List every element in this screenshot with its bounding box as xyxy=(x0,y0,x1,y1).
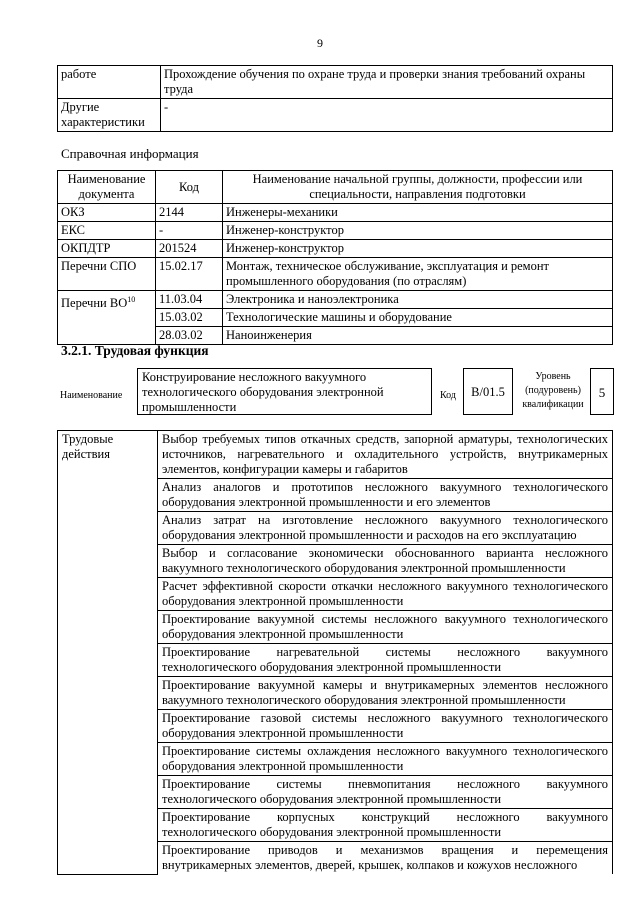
table-row xyxy=(58,66,613,99)
cell-doc-vo xyxy=(58,291,156,345)
work-conditions-table xyxy=(57,65,613,132)
labor-action-item: Проектирование системы охлаждения несложного вакуумного технологического оборудования электронной промышленности xyxy=(158,743,613,776)
cell-name: Инженер-конструктор xyxy=(223,222,613,240)
reference-title: Справочная информация xyxy=(61,146,199,161)
cell-doc: ЕКС xyxy=(58,222,156,240)
page-number: 9 xyxy=(317,36,323,50)
labor-action-item: Выбор и согласование экономически обоснованного варианта несложного вакуумного технологического оборудования электронной промышленности xyxy=(158,545,613,578)
cell-name: Электроника и наноэлектроника xyxy=(223,291,613,309)
header-name: Наименование начальной группы, должности, профессии или специальности, направления подготовки xyxy=(223,171,613,204)
labor-action-item: Проектирование газовой системы несложного вакуумного технологического оборудования электронной промышленности xyxy=(158,710,613,743)
row-label: работе xyxy=(58,66,161,99)
labor-action-item: Анализ аналогов и прототипов несложного вакуумного технологического оборудования электронной промышленности и его элементов xyxy=(158,479,613,512)
name-label: Наименование xyxy=(60,390,123,401)
labor-action-item: Проектирование корпусных конструкций несложного вакуумного технологического оборудования электронной промышленности xyxy=(158,809,613,842)
function-name: Конструирование несложного вакуумного технологического оборудования электронной промышленности xyxy=(137,368,432,415)
cell-name: Инженеры-механики xyxy=(223,204,613,222)
labor-actions-label: Трудовые действия xyxy=(58,431,158,875)
table-row xyxy=(58,240,613,258)
cell-code: 28.03.02 xyxy=(156,327,223,345)
table-row xyxy=(58,431,613,479)
labor-action-item: Проектирование системы пневмопитания несложного вакуумного технологического оборудования электронной промышленности xyxy=(158,776,613,809)
cell-code: - xyxy=(156,222,223,240)
table-row xyxy=(58,291,613,309)
cell-name: Инженер-конструктор xyxy=(223,240,613,258)
table-row xyxy=(58,222,613,240)
cell-code: 11.03.04 xyxy=(156,291,223,309)
table-row xyxy=(58,204,613,222)
labor-action-item: Проектирование вакуумной системы несложного вакуумного технологического оборудования электронной промышленности xyxy=(158,611,613,644)
cell-code: 15.02.17 xyxy=(156,258,223,291)
table-header-row xyxy=(58,171,613,204)
row-value: Прохождение обучения по охране труда и проверки знания требований охраны труда xyxy=(161,66,613,99)
footnote-ref: 10 xyxy=(127,295,136,304)
cell-name: Монтаж, техническое обслуживание, эксплуатация и ремонт промышленного оборудования (по отраслям) xyxy=(223,258,613,291)
row-value: - xyxy=(161,99,613,132)
table-row xyxy=(58,99,613,132)
cell-doc: ОКПДТР xyxy=(58,240,156,258)
section-title: 3.2.1. Трудовая функция xyxy=(61,343,209,358)
labor-action-item: Анализ затрат на изготовление несложного вакуумного технологического оборудования электронной промышленности и расходов на его эксплуатацию xyxy=(158,512,613,545)
cell-code: 2144 xyxy=(156,204,223,222)
labor-action-item: Расчет эффективной скорости откачки несложного вакуумного технологического оборудования электронной промышленности xyxy=(158,578,613,611)
header-document: Наименование документа xyxy=(58,171,156,204)
table-row xyxy=(58,258,613,291)
vo-label: Перечни ВО xyxy=(61,296,128,311)
cell-name: Наноинженерия xyxy=(223,327,613,345)
cell-doc: Перечни СПО xyxy=(58,258,156,291)
qualification-level: 5 xyxy=(590,368,614,415)
labor-action-item: Проектирование приводов и механизмов вращения и перемещения внутрикамерных элементов, дверей, крышек, колпаков и кожухов несложного xyxy=(158,842,613,875)
labor-actions-table xyxy=(57,430,613,875)
function-code: B/01.5 xyxy=(463,368,513,415)
cell-code: 15.03.02 xyxy=(156,309,223,327)
cell-name: Технологические машины и оборудование xyxy=(223,309,613,327)
row-label: Другие характеристики xyxy=(58,99,161,132)
labor-action-item: Проектирование вакуумной камеры и внутрикамерных элементов несложного вакуумного технологического оборудования электронной промышленности xyxy=(158,677,613,710)
cell-doc: ОКЗ xyxy=(58,204,156,222)
level-label: Уровень (подуровень) квалификации xyxy=(522,371,584,410)
reference-table xyxy=(57,170,613,345)
labor-action-item: Проектирование нагревательной системы несложного вакуумного технологического оборудования электронной промышленности xyxy=(158,644,613,677)
header-code: Код xyxy=(156,171,223,204)
code-label: Код xyxy=(440,390,456,401)
labor-action-item: Выбор требуемых типов откачных средств, запорной арматуры, технологических источников, нагревательного и охладительного устройств, внутрикамерных элементов, конфигурации камеры и габаритов xyxy=(158,431,613,479)
cell-code: 201524 xyxy=(156,240,223,258)
